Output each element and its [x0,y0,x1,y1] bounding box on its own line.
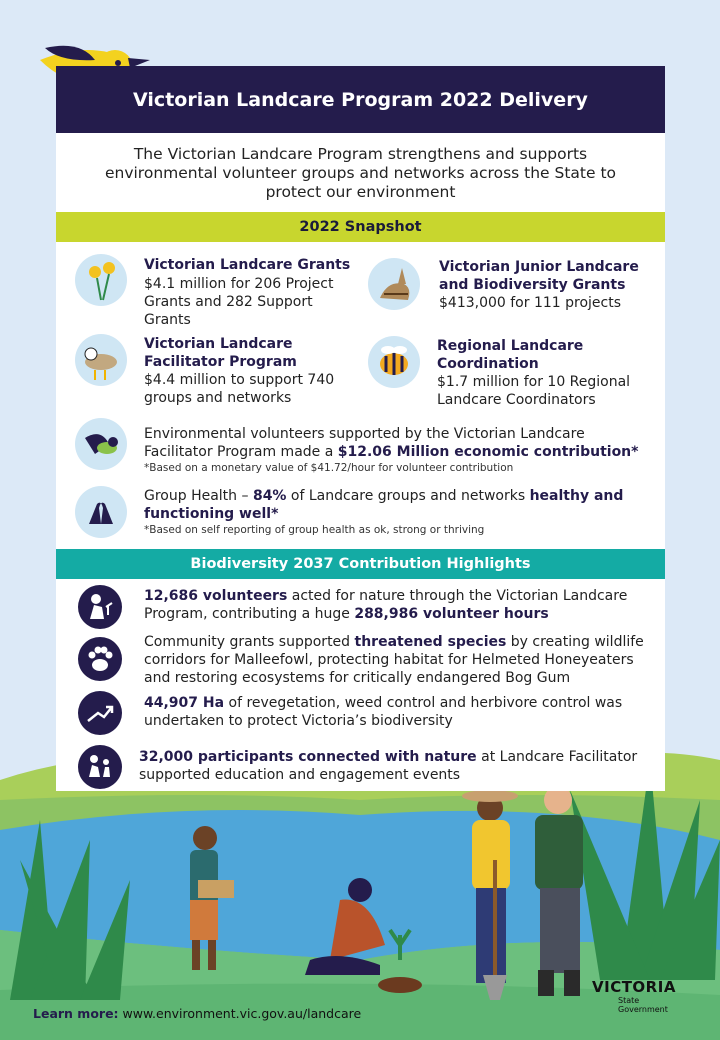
group-health-text: Group Health – 84% of Landcare groups and networks healthy and functioning well* *Based on self reporting of group health as ok, strong or thriving [144,487,644,537]
biodiversity-heading: Biodiversity 2037 Contribution Highlights [56,549,665,579]
revegetation-text: 44,907 Ha of revegetation, weed control and herbivore control was undertaken to protect Victoria’s biodiversity [144,695,623,729]
threatened-species-text: Community grants supported threatened species by creating wildlife corridors for Malleefowl, protecting habitat for Helmeted Honeyeaters and restoring ecosystems for critically endangered Bog Gum [144,634,644,686]
landcare-link[interactable]: www.environment.vic.gov.au/landcare [122,1006,362,1021]
learn-more-label: Learn more: [33,1006,119,1021]
regional-text: $1.7 million for 10 Regional Landcare Coordinators [437,374,631,408]
regional-title: Regional Landcare Coordination [437,338,584,372]
facilitator-text: $4.4 million to support 740 groups and networks [144,372,335,406]
facilitator-title: Victorian Landcare Facilitator Program [144,336,297,370]
snapshot-heading: 2022 Snapshot [56,212,665,242]
learn-more [33,1006,361,1021]
biodiversity-section [56,579,665,791]
bee-icon [368,336,420,388]
participants-text: 32,000 participants connected with nature at Landcare Facilitator supported education and engagement events [139,749,638,783]
junior-grants-text: $413,000 for 111 projects [439,295,622,311]
victoria-logo: VICTORIA State Government [592,978,676,1014]
fantail-bird-icon [75,418,127,470]
economic-note: *Based on a monetary value of $41.72/hour for volunteer contribution [144,462,514,474]
snapshot-section [56,242,665,549]
grants-title: Victorian Landcare Grants [144,257,351,273]
page-title: Victorian Landcare Program 2022 Delivery [56,66,665,133]
grants-text: $4.1 million for 206 Project Grants and 282 Support Grants [144,276,334,328]
wildflower-icon [75,254,127,306]
trend-up-icon [78,691,122,735]
participants-icon [78,745,122,789]
bandicoot-icon [368,258,420,310]
economic-contribution-text: Environmental volunteers supported by the Victorian Landcare Facilitator Program made a $12.06 Million economic contribution* *Based on a monetary value of $41.72/hour for volunteer contribution [144,425,644,475]
volunteer-icon [78,585,122,629]
paw-print-icon [78,637,122,681]
plover-bird-icon [75,334,127,386]
junior-grants-title: Victorian Junior Landcare and Biodiversity Grants [439,259,639,293]
volunteers-text: 12,686 volunteers acted for nature through the Victorian Landcare Program, contributing a huge 288,986 volunteer hours [144,588,628,622]
heart-hands-icon [75,486,127,538]
intro-text: The Victorian Landcare Program strengthens and supports environmental volunteer groups and networks across the State to protect our environment [56,133,665,212]
infographic-card [56,66,665,791]
health-note: *Based on self reporting of group health as ok, strong or thriving [144,524,485,536]
